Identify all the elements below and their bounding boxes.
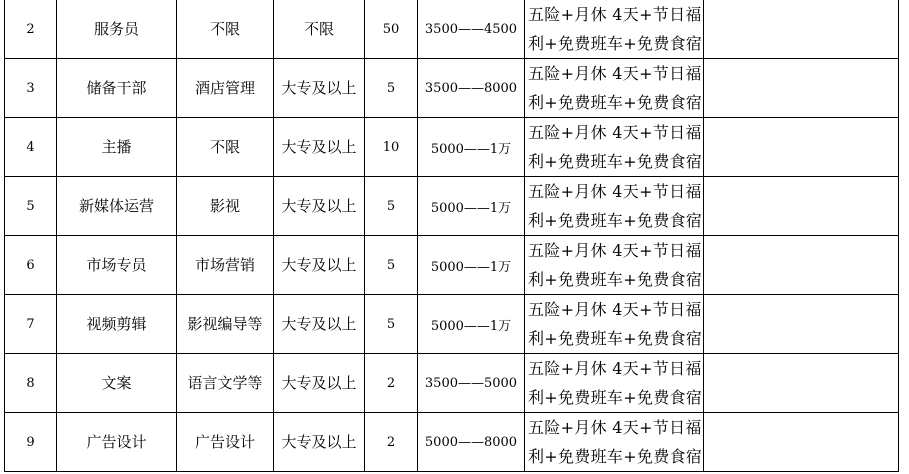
table-row — [5, 354, 899, 413]
major-requirement: 语言文学等 — [177, 354, 274, 413]
education-requirement: 大专及以上 — [274, 236, 365, 295]
benefits: 五险+月休 4天+节日福利+免费班车+免费食宿 — [525, 354, 704, 413]
row-number: 8 — [5, 354, 57, 413]
empty-cell — [704, 413, 899, 472]
salary-range: 3500——4500 — [418, 0, 525, 59]
salary-range: 3500——5000 — [418, 354, 525, 413]
empty-cell — [704, 354, 899, 413]
empty-cell — [704, 177, 899, 236]
headcount: 50 — [365, 0, 418, 59]
position-name: 市场专员 — [57, 236, 177, 295]
row-number: 3 — [5, 59, 57, 118]
empty-cell — [704, 0, 899, 59]
empty-cell — [704, 118, 899, 177]
education-requirement: 不限 — [274, 0, 365, 59]
headcount: 5 — [365, 295, 418, 354]
row-number: 9 — [5, 413, 57, 472]
table-row — [5, 236, 899, 295]
headcount: 10 — [365, 118, 418, 177]
headcount: 5 — [365, 177, 418, 236]
salary-range: 5000——1万 — [418, 236, 525, 295]
row-number: 6 — [5, 236, 57, 295]
salary-range: 3500——8000 — [418, 59, 525, 118]
education-requirement: 大专及以上 — [274, 59, 365, 118]
major-requirement: 影视 — [177, 177, 274, 236]
headcount: 5 — [365, 59, 418, 118]
major-requirement: 酒店管理 — [177, 59, 274, 118]
major-requirement: 广告设计 — [177, 413, 274, 472]
benefits: 五险+月休 4天+节日福利+免费班车+免费食宿 — [525, 236, 704, 295]
empty-cell — [704, 295, 899, 354]
table-row — [5, 118, 899, 177]
education-requirement: 大专及以上 — [274, 295, 365, 354]
row-number: 2 — [5, 0, 57, 59]
position-name: 储备干部 — [57, 59, 177, 118]
education-requirement: 大专及以上 — [274, 177, 365, 236]
row-number: 4 — [5, 118, 57, 177]
headcount: 5 — [365, 236, 418, 295]
benefits: 五险+月休 4天+节日福利+免费班车+免费食宿 — [525, 413, 704, 472]
benefits: 五险+月休 4天+节日福利+免费班车+免费食宿 — [525, 118, 704, 177]
education-requirement: 大专及以上 — [274, 118, 365, 177]
major-requirement: 不限 — [177, 0, 274, 59]
position-name: 广告设计 — [57, 413, 177, 472]
table-row — [5, 59, 899, 118]
salary-range: 5000——1万 — [418, 177, 525, 236]
headcount: 2 — [365, 354, 418, 413]
education-requirement: 大专及以上 — [274, 413, 365, 472]
benefits: 五险+月休 4天+节日福利+免费班车+免费食宿 — [525, 0, 704, 59]
row-number: 7 — [5, 295, 57, 354]
salary-range: 5000——1万 — [418, 118, 525, 177]
education-requirement: 大专及以上 — [274, 354, 365, 413]
major-requirement: 影视编导等 — [177, 295, 274, 354]
position-name: 新媒体运营 — [57, 177, 177, 236]
table-row — [5, 0, 899, 59]
empty-cell — [704, 236, 899, 295]
major-requirement: 市场营销 — [177, 236, 274, 295]
position-name: 主播 — [57, 118, 177, 177]
benefits: 五险+月休 4天+节日福利+免费班车+免费食宿 — [525, 295, 704, 354]
table-body — [5, 0, 899, 472]
row-number: 5 — [5, 177, 57, 236]
table-row — [5, 177, 899, 236]
position-name: 文案 — [57, 354, 177, 413]
salary-range: 5000——1万 — [418, 295, 525, 354]
headcount: 2 — [365, 413, 418, 472]
table-row — [5, 413, 899, 472]
table-row — [5, 295, 899, 354]
empty-cell — [704, 59, 899, 118]
major-requirement: 不限 — [177, 118, 274, 177]
position-name: 视频剪辑 — [57, 295, 177, 354]
benefits: 五险+月休 4天+节日福利+免费班车+免费食宿 — [525, 59, 704, 118]
salary-range: 5000——8000 — [418, 413, 525, 472]
position-name: 服务员 — [57, 0, 177, 59]
job-listing-table — [4, 0, 899, 472]
benefits: 五险+月休 4天+节日福利+免费班车+免费食宿 — [525, 177, 704, 236]
